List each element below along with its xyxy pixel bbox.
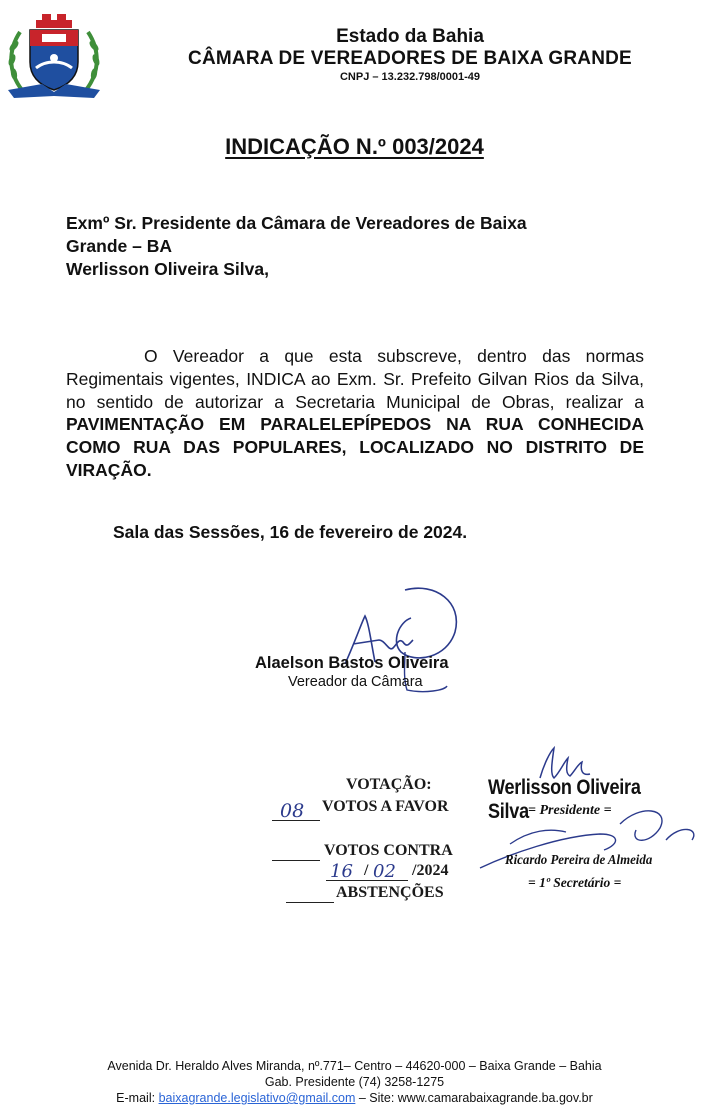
- session-date-line: Sala das Sessões, 16 de fevereiro de 2024.: [113, 522, 468, 542]
- footer-phone: Gab. Presidente (74) 3258-1275: [264, 1075, 445, 1089]
- header-state: Estado da Bahia: [336, 26, 484, 47]
- secretary-name: Ricardo Pereira de Almeida: [505, 853, 653, 868]
- abstencoes-label: ABSTENÇÕES: [336, 884, 444, 901]
- secretary-role: = 1º Secretário =: [528, 875, 622, 890]
- contra-line: [272, 860, 320, 861]
- abstencoes-line: [286, 902, 334, 903]
- addressee-line-2: Grande – BA: [66, 236, 172, 256]
- vote-date-line: [326, 880, 408, 881]
- favor-count: 08: [280, 800, 305, 822]
- footer-address: Avenida Dr. Heraldo Alves Miranda, nº.771– Centro – 44620-000 – Baixa Grande – Bahia: [107, 1059, 602, 1073]
- favor-line: [272, 820, 320, 821]
- body-text-bold: PAVIMENTAÇÃO EM PARALELEPÍPEDOS NA RUA CONHECIDA COMO RUA DAS POPULARES, LOCALIZADO NO DISTRITO DE VIRAÇÃO.: [66, 414, 644, 480]
- header-chamber: CÂMARA DE VEREADORES DE BAIXA GRANDE: [188, 48, 632, 69]
- vote-date-sep: /: [364, 862, 369, 879]
- president-role: = Presidente =: [528, 803, 612, 818]
- vote-date-month: 02: [373, 861, 396, 882]
- favor-label: VOTOS A FAVOR: [322, 798, 449, 815]
- body-paragraph: [66, 345, 644, 482]
- addressee-line-3: Werlisson Oliveira Silva,: [66, 259, 269, 279]
- document-title: INDICAÇÃO N.º 003/2024: [225, 134, 484, 159]
- footer-email-link[interactable]: baixagrande.legislativo@gmail.com: [158, 1091, 356, 1105]
- vote-date-year: /2024: [412, 862, 449, 879]
- signer-role: Vereador da Câmara: [288, 674, 423, 690]
- footer-site: – Site: www.camarabaixagrande.ba.gov.br: [358, 1091, 593, 1105]
- voting-heading: VOTAÇÃO:: [346, 776, 432, 793]
- addressee-line-1: Exmº Sr. Presidente da Câmara de Vereadores de Baixa: [66, 213, 527, 233]
- header-cnpj: CNPJ – 13.232.798/0001-49: [339, 71, 481, 83]
- footer-email-label: E-mail:: [116, 1091, 156, 1105]
- contra-label: VOTOS CONTRA: [324, 842, 453, 859]
- body-text: O Vereador a que esta subscreve, dentro das normas Regimentais vigentes, INDICA ao Exm. Sr. Prefeito Gilvan Rios da Silva, no sentido de autorizar a Secretaria Municipal de Obras, realizar a: [66, 346, 644, 412]
- coat-of-arms-logo: [2, 10, 106, 100]
- vote-date-day: 16: [330, 861, 353, 882]
- president-name: Werlisson Oliveira Silva: [488, 776, 641, 823]
- footer-contacts: [0, 1091, 709, 1105]
- signer-name: Alaelson Bastos Oliveira: [255, 654, 449, 672]
